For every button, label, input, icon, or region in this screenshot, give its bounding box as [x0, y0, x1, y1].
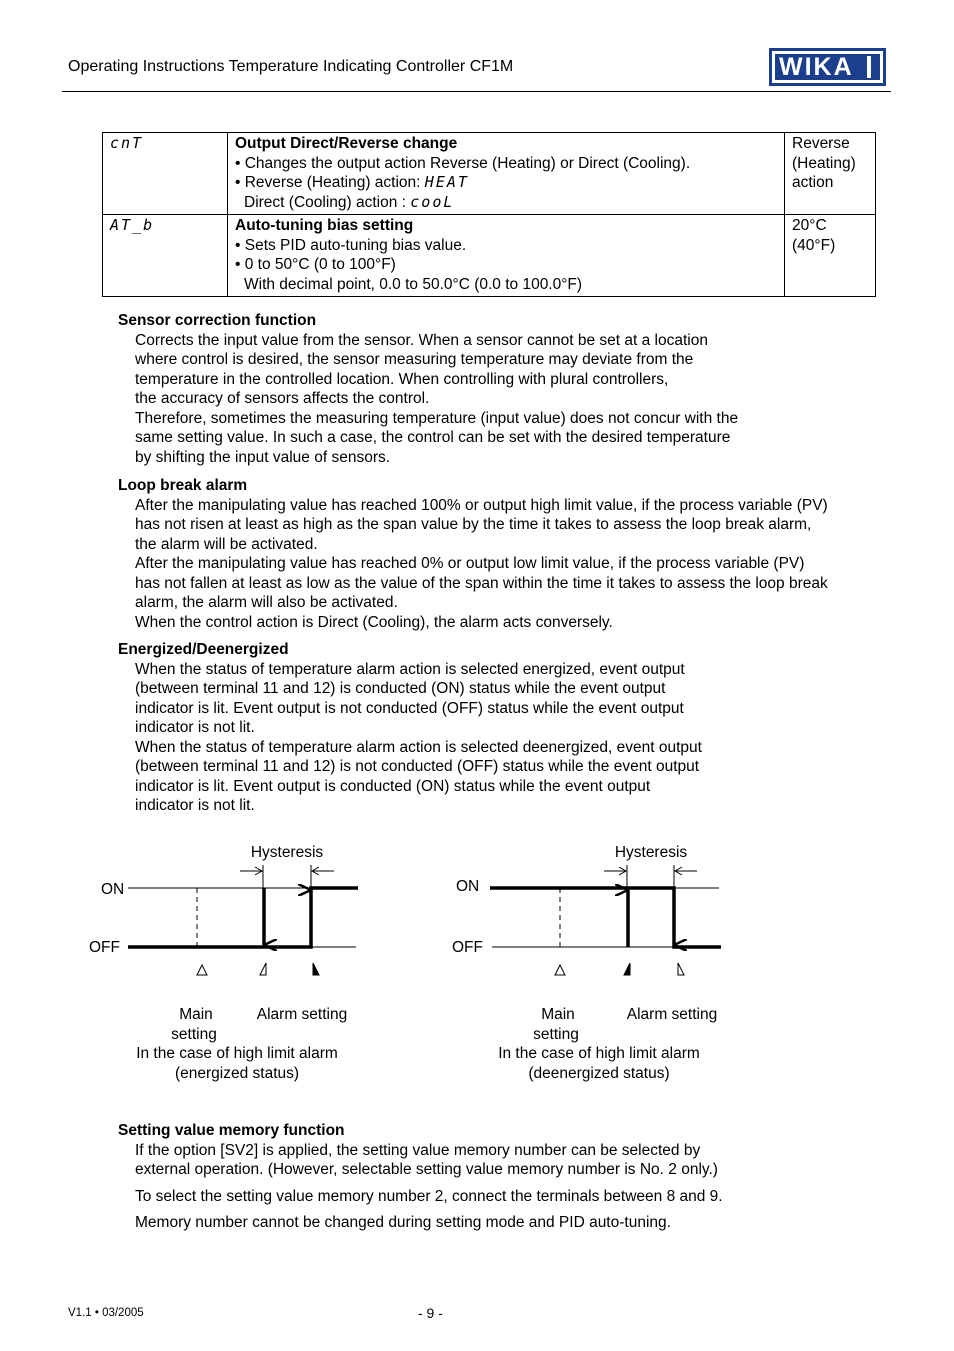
cool-code: cooL: [410, 192, 455, 211]
param-code: cnT: [110, 134, 144, 152]
energized-diagram: [0, 830, 470, 1010]
hysteresis-label: Hysteresis: [250, 844, 324, 861]
sensor-section: Sensor correction function Corrects the input value from the sensor. When a sensor cannot be set at a location where control is desired, the sensor measuring temperature may deviate from the temperature in the controlled location. When controlling with plural controllers, the accuracy of sensors affects the control. Therefore, sometimes the measuring temperature (input value) does not concur with the same setting value. In such a case, the control can be set with the desired temperature by shifting the input value of sensors.: [118, 312, 739, 466]
header-rule: [62, 91, 891, 92]
loop-break-section: Loop break alarm After the manipulating value has reached 100% or output high limit value, if the process variable (PV) has not risen at least as high as the span value by the time it takes to assess the loop break alarm, the alarm will be activated. After the manipulating value has reached 0% or output low limit value, if the process variable (PV) has not fallen at least as low as the value of the span within the time it takes to assess the loop break alarm, the alarm will also be activated. When the control action is Direct (Cooling), the alarm acts conversely.: [118, 477, 828, 631]
off-label: OFF: [89, 939, 120, 956]
param-code: AT_b: [110, 216, 155, 234]
main-setting-label: Main setting: [533, 1006, 579, 1043]
on-label: ON: [101, 881, 125, 898]
main-setting-label: Main setting: [171, 1006, 217, 1043]
param-line: • Reverse (Heating) action: HEAT: [235, 173, 469, 191]
param-title: Auto-tuning bias setting: [235, 217, 414, 234]
off-label: OFF: [452, 939, 483, 956]
section-heading: Sensor correction function: [118, 312, 317, 329]
table-row: [103, 133, 876, 215]
logo-text: WIKA: [779, 53, 854, 81]
section-heading: Loop break alarm: [118, 477, 248, 494]
parameter-table: [102, 132, 876, 297]
param-line: Direct (Cooling) action : cooL: [244, 192, 455, 211]
energized-section: Energized/Deenergized When the status of temperature alarm action is selected energized, event output (between terminal 11 and 12) is conducted (ON) status while the event output indicator is lit. Event output is not conducted (OFF) status while the event output indicator is not lit. When the status of temperature alarm action is selected deenergized, event output (between terminal 11 and 12) is not conducted (OFF) status while the event output indicator is lit. Event output is conducted (ON) status while the event output indicator is not lit.: [118, 641, 702, 814]
param-line: • Sets PID auto-tuning bias value.: [235, 236, 467, 254]
alarm-marker-icon: [260, 963, 266, 975]
section-heading: Energized/Deenergized: [118, 641, 289, 658]
wika-logo: [769, 48, 886, 86]
alarm-marker-filled-icon: [624, 963, 630, 975]
param-default: 20°C (40°F): [785, 215, 876, 297]
param-line: With decimal point, 0.0 to 50.0°C (0.0 to 100.0°F): [244, 275, 583, 293]
alarm-marker-filled-icon: [313, 963, 319, 975]
memory-section: Setting value memory function If the option [SV2] is applied, the setting value memory number can be selected by external operation. (However, selectable setting value memory number is No. 2 only.) To select the setting value memory number 2, connect the terminals between 8 and 9. Memory number cannot be changed during setting mode and PID auto-tuning.: [118, 1122, 723, 1231]
hysteresis-label: Hysteresis: [614, 844, 688, 861]
param-default: Reverse (Heating) action: [785, 133, 876, 215]
deenergized-diagram: [440, 830, 740, 1010]
heat-code: HEAT: [424, 173, 469, 191]
alarm-setting-label: Alarm setting: [256, 1006, 348, 1023]
page-header-title: Operating Instructions Temperature Indicating Controller CF1M: [68, 58, 514, 75]
diagram-caption: In the case of high limit alarm (energized status): [136, 1045, 338, 1082]
table-row: [103, 215, 876, 297]
alarm-setting-label: Alarm setting: [626, 1006, 718, 1023]
diagram-caption: In the case of high limit alarm (deenergized status): [498, 1045, 700, 1082]
page-number: - 9 -: [418, 1305, 443, 1321]
main-setting-marker-icon: [555, 965, 565, 975]
main-setting-marker-icon: [197, 965, 207, 975]
param-line: • 0 to 50°C (0 to 100°F): [235, 256, 396, 273]
footer-version: V1.1 • 03/2005: [68, 1307, 144, 1319]
section-heading: Setting value memory function: [118, 1122, 345, 1139]
param-line: • Changes the output action Reverse (Heating) or Direct (Cooling).: [235, 154, 691, 172]
alarm-marker-icon: [678, 963, 684, 975]
on-label: ON: [456, 878, 480, 895]
param-title: Output Direct/Reverse change: [235, 135, 458, 152]
